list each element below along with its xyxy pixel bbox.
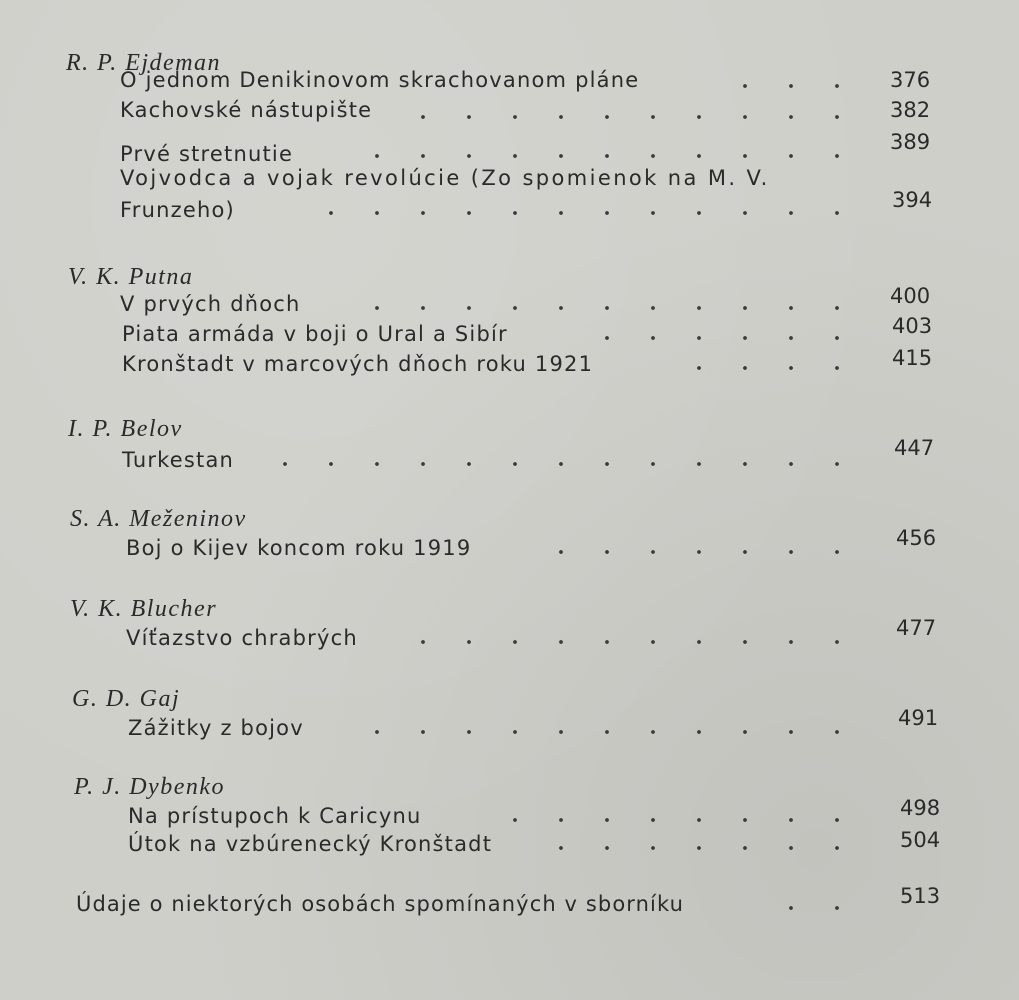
toc-entry[interactable]: [0, 796, 1019, 826]
entry-title: Boj o Kijev koncom roku 1919: [126, 536, 472, 560]
dot-leader: [544, 550, 860, 554]
page-number: 415: [892, 346, 933, 370]
entry-title: Na prístupoch k Caricynu: [128, 804, 422, 828]
entry-title: Kachovské nástupište: [120, 98, 373, 122]
dot-leader: [752, 906, 860, 910]
entry-title: Údaje o niektorých osobách spomínaných v sborníku: [76, 892, 685, 916]
page-number: 394: [892, 188, 933, 212]
page-number: 498: [900, 796, 941, 820]
page-number: 447: [894, 436, 935, 460]
toc-entry[interactable]: [0, 526, 1019, 560]
dot-leader: [660, 366, 860, 370]
page-number: 400: [890, 284, 931, 308]
toc-entry[interactable]: [0, 346, 1019, 376]
author-name: I. P. Belov: [68, 416, 183, 442]
page-number: 456: [896, 526, 937, 550]
dot-leader: [546, 846, 860, 850]
dot-leader: [596, 336, 860, 340]
page-number: 477: [896, 616, 937, 640]
toc-entry[interactable]: [0, 314, 1019, 344]
toc-entry[interactable]: [0, 166, 1019, 226]
dot-leader: [350, 730, 860, 734]
page-number: 389: [890, 130, 931, 154]
entry-title: Piata armáda v boji o Ural a Sibír: [122, 322, 508, 346]
author-name: V. K. Putna: [68, 264, 194, 290]
entry-title: Prvé stretnutie: [120, 142, 294, 166]
entry-title: Turkestan: [122, 448, 235, 472]
entry-title: Útok na vzbúrenecký Kronštadt: [128, 832, 493, 856]
entry-title-line-2: Frunzeho): [120, 198, 235, 222]
dot-leader: [350, 306, 860, 310]
author-name: R. P. Ejdeman: [66, 50, 222, 76]
toc-entry[interactable]: [0, 68, 1019, 98]
dot-leader: [350, 154, 860, 158]
entry-title: V prvých dňoch: [120, 292, 301, 316]
entry-title: O jednom Denikinovom skrachovanom pláne: [120, 68, 640, 92]
author-name: G. D. Gaj: [72, 686, 181, 712]
entry-title: Kronštadt v marcových dňoch roku 1921: [122, 352, 594, 376]
page-number: 403: [892, 314, 933, 338]
entry-title-line-1: Vojvodca a vojak revolúcie (Zo spomienok na M. V.: [120, 166, 770, 190]
dot-leader: [704, 84, 860, 88]
toc-entry[interactable]: [0, 284, 1019, 314]
dot-leader: [404, 640, 860, 644]
page-number: 376: [890, 68, 931, 92]
toc-entry[interactable]: [0, 828, 1019, 858]
author-name: V. K. Blucher: [70, 596, 218, 622]
page-number: 504: [900, 828, 941, 852]
page-number: 513: [900, 884, 941, 908]
dot-leader: [270, 462, 860, 466]
dot-leader: [484, 818, 860, 822]
toc-entry[interactable]: [0, 706, 1019, 740]
author-name: S. A. Meženinov: [70, 506, 247, 532]
toc-entry[interactable]: [0, 98, 1019, 128]
toc-entry-appendix[interactable]: [0, 884, 1019, 914]
toc-entry[interactable]: [0, 616, 1019, 650]
entry-title: Zážitky z bojov: [128, 716, 304, 740]
page-number: 382: [890, 98, 931, 122]
page-number: 491: [898, 706, 939, 730]
toc-entry[interactable]: [0, 436, 1019, 472]
toc-entry[interactable]: [0, 130, 1019, 166]
entry-title: Víťazstvo chrabrých: [126, 626, 358, 650]
dot-leader: [400, 115, 860, 119]
dot-leader: [304, 211, 860, 215]
author-name: P. J. Dybenko: [74, 774, 226, 800]
